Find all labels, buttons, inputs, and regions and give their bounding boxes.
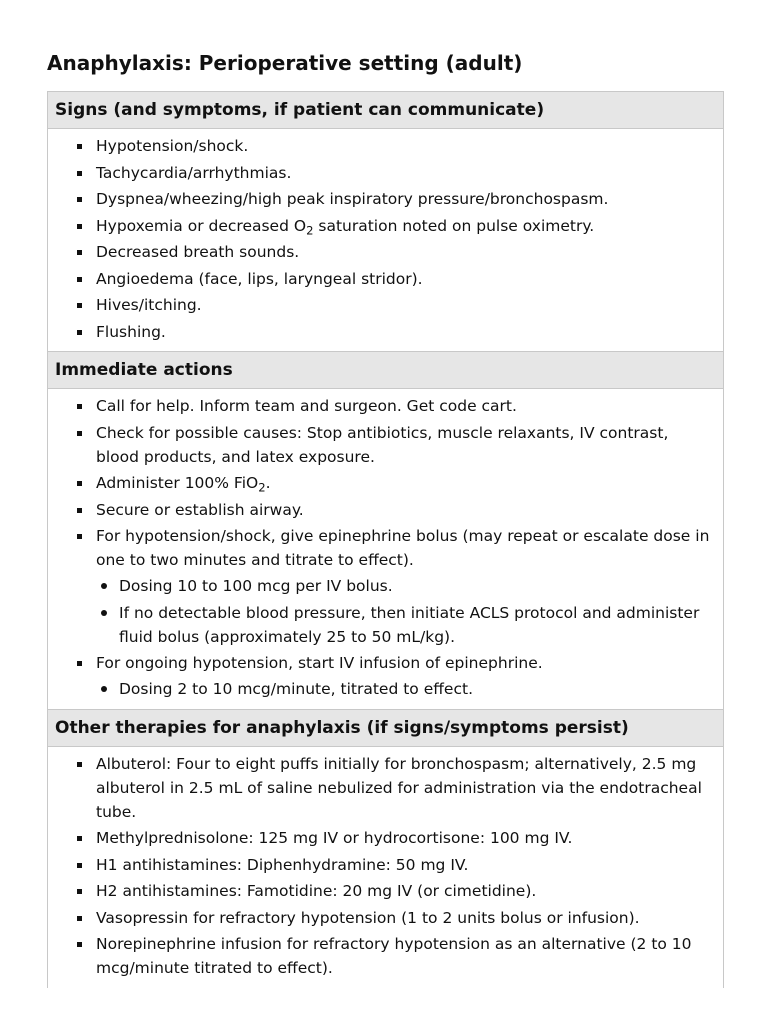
list-item: Secure or establish airway. bbox=[55, 498, 716, 522]
list-item: H2 antihistamines: Famotidine: 20 mg IV (or cimetidine). bbox=[55, 879, 716, 903]
list-item: Flushing. bbox=[55, 320, 716, 344]
list-item: Hypotension/shock. bbox=[55, 134, 716, 158]
sub-list-item: Dosing 2 to 10 mcg/minute, titrated to effect. bbox=[96, 677, 716, 701]
sub-list-item: Dosing 10 to 100 mcg per IV bolus. bbox=[96, 574, 716, 598]
list-item: Decreased breath sounds. bbox=[55, 240, 716, 264]
list-item: Methylprednisolone: 125 mg IV or hydrocortisone: 100 mg IV. bbox=[55, 826, 716, 850]
list-item: Check for possible causes: Stop antibiotics, muscle relaxants, IV contrast, blood products, and latex exposure. bbox=[55, 421, 716, 469]
section-heading-signs: Signs (and symptoms, if patient can communicate) bbox=[48, 91, 723, 129]
list-item: Tachycardia/arrhythmias. bbox=[55, 161, 716, 185]
section-body-signs bbox=[48, 129, 723, 351]
section-heading-other-therapies: Other therapies for anaphylaxis (if signs/symptoms persist) bbox=[48, 709, 723, 747]
list-item: Administer 100% FiO$_2$. bbox=[55, 471, 716, 495]
list-item: Vasopressin for refractory hypotension (1 to 2 units bolus or infusion). bbox=[55, 906, 716, 930]
protocol-table bbox=[47, 91, 724, 988]
list-item: H1 antihistamines: Diphenhydramine: 50 mg IV. bbox=[55, 853, 716, 877]
list-item: Dyspnea/wheezing/high peak inspiratory pressure/bronchospasm. bbox=[55, 187, 716, 211]
section-heading-immediate-actions: Immediate actions bbox=[48, 351, 723, 389]
sub-list-item: If no detectable blood pressure, then initiate ACLS protocol and administer fluid bolus (approximately 25 to 50 mL/kg). bbox=[96, 601, 716, 649]
list-item: For hypotension/shock, give epinephrine bolus (may repeat or escalate dose in one to two minutes and titrate to effect). Dosing 10 to 100 mcg per IV bolus. If no detectable blood pressure, then initiate ACLS protocol and administer fluid bolus (approximately 25 to 50 mL/kg). bbox=[55, 524, 716, 649]
list-item: Albuterol: Four to eight puffs initially for bronchospasm; alternatively, 2.5 mg albuterol in 2.5 mL of saline nebulized for administration via the endotracheal tube. bbox=[55, 752, 716, 824]
list-item: Hypoxemia or decreased $O_2$ saturation noted on pulse oximetry. bbox=[55, 214, 716, 238]
page-title: Anaphylaxis: Perioperative setting (adult) bbox=[47, 51, 523, 75]
list-item: For ongoing hypotension, start IV infusion of epinephrine. Dosing 2 to 10 mcg/minute, titrated to effect. bbox=[55, 651, 716, 701]
list-item: Hives/itching. bbox=[55, 293, 716, 317]
section-body-other-therapies bbox=[48, 747, 723, 988]
section-body-immediate-actions bbox=[48, 389, 723, 709]
list-item: Call for help. Inform team and surgeon. Get code cart. bbox=[55, 394, 716, 418]
list-item: Angioedema (face, lips, laryngeal stridor). bbox=[55, 267, 716, 291]
list-item: Norepinephrine infusion for refractory hypotension as an alternative (2 to 10 mcg/minute titrated to effect). bbox=[55, 932, 716, 980]
